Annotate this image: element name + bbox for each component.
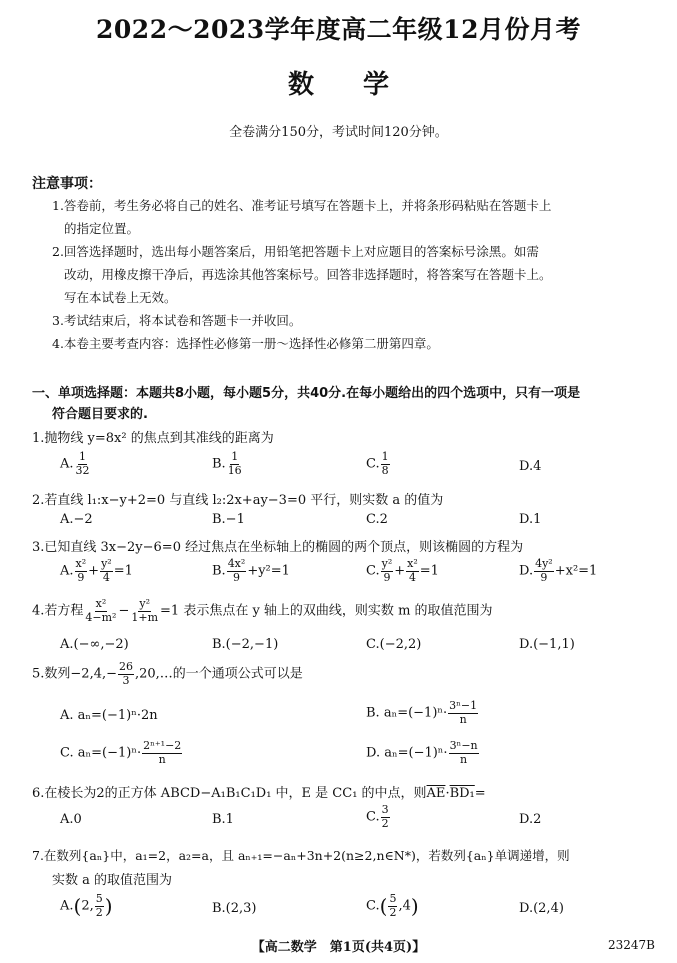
note-line: 改动，用橡皮擦干净后，再选涂其他答案标号。回答非选择题时，将答案写在答题卡上。 <box>64 267 552 282</box>
question-3-stem: 3.已知直线 3x−2y−6=0 经过焦点在坐标轴上的椭圆的两个顶点，则该椭圆的方程为 <box>32 540 524 555</box>
exam-info: 全卷满分150分，考试时间120分钟。 <box>229 125 448 140</box>
q3-option-a: A. $\frac{\text{x²}}{9}$ + $\frac{\text{y²}}{4}$ =1 <box>60 557 133 584</box>
q2-option-c: C.2 <box>366 512 388 527</box>
q6-option-a: A.0 <box>60 812 82 827</box>
question-6-stem: 6.在棱长为2的正方体 ABCD−A₁B₁C₁D₁ 中，E 是 CC₁ 的中点，则$\overline{AE}\cdot BD_1=$ <box>32 786 486 801</box>
q3-option-c: C. $\frac{\text{y²}}{9}$ + $\frac{\text{x²}}{4}$ =1 <box>366 557 439 584</box>
q6-option-d: D.2 <box>519 812 542 827</box>
q7-option-a: A.(2, $\frac{5}{2}$ ) <box>60 892 113 919</box>
question-1-stem: 1.抛物线 y=8x² 的焦点到其准线的距离为 <box>32 431 274 446</box>
notes-heading: 注意事项： <box>32 176 102 192</box>
q4-option-c: C.(−2,2) <box>366 637 422 652</box>
exam-code: 23247B <box>608 938 655 952</box>
q4-option-b: B.(−2,−1) <box>212 637 279 652</box>
vector-ae: $\overline{AE}$ <box>426 786 446 801</box>
q7-option-d: D.(2,4) <box>519 901 564 916</box>
subject-title: 数 学 <box>287 70 390 100</box>
q1-option-a: A. $\frac{1}{32}$ <box>60 450 90 477</box>
q6-option-b: B.1 <box>212 812 234 827</box>
q5-option-a: A. aₙ=(−1)ⁿ·2n <box>60 708 158 723</box>
q2-option-a: A.−2 <box>60 512 93 527</box>
section-heading-cont: 符合题目要求的. <box>52 407 148 422</box>
q5-option-d: D. aₙ=(−1)ⁿ· $\frac{\text{3ⁿ−n}}{n}$ <box>366 739 478 766</box>
page-footer: 【高二数学 第1页(共4页)】 <box>251 940 426 955</box>
q7-option-c: C.( $\frac{5}{2}$ ,4) <box>366 892 419 919</box>
q1-option-d: D.4 <box>519 459 542 474</box>
q3-option-d: D. $\frac{\text{4y²}}{9}$ +x²=1 <box>519 557 598 584</box>
exam-title: 2022～2023学年度高二年级12月份月考 <box>96 15 581 44</box>
note-line: 1.答卷前，考生务必将自己的姓名、准考证号填写在答题卡上，并将条形码粘贴在答题卡上 <box>52 198 552 213</box>
q7-option-b: B.(2,3) <box>212 901 257 916</box>
q6-option-c: C. $\frac{3}{2}$ <box>366 803 389 830</box>
question-2-stem: 2.若直线 l₁:x−y+2=0 与直线 l₂:2x+ay−3=0 平行，则实数 a 的值为 <box>32 493 444 508</box>
note-line: 4.本卷主要考查内容：选择性必修第一册～选择性必修第二册第四章。 <box>52 336 439 351</box>
note-line: 2.回答选择题时，选出每小题答案后，用铅笔把答题卡上对应题目的答案标号涂黑。如需 <box>52 244 539 259</box>
q3-option-b: B. $\frac{\text{4x²}}{9}$ +y²=1 <box>212 557 290 584</box>
q1-option-c: C. $\frac{1}{8}$ <box>366 450 389 477</box>
vector-bd1: BD₁ <box>449 786 475 801</box>
note-line: 的指定位置。 <box>64 221 140 236</box>
q2-option-d: D.1 <box>519 512 542 527</box>
question-7-stem-cont: 实数 a 的取值范围为 <box>52 873 173 888</box>
question-7-stem: 7.在数列{aₙ}中，a₁=2，a₂=a，且 aₙ₊₁=−aₙ+3n+2(n≥2,n∈N*)，若数列{aₙ}单调递增，则 <box>32 848 570 863</box>
q5-option-b: B. aₙ=(−1)ⁿ· $\frac{\text{3ⁿ−1}}{n}$ <box>366 699 478 726</box>
q1-option-b: B. $\frac{1}{16}$ <box>212 450 242 477</box>
question-5-stem: 5.数列−2,4,− $\frac{26}{3}$ ,20,…的一个通项公式可以是 <box>32 660 303 687</box>
q5-option-c: C. aₙ=(−1)ⁿ· $\frac{\text{2ⁿ⁺¹−2}}{n}$ <box>60 739 182 766</box>
question-4-stem: 4.若方程 $\frac{\text{x²}}{\text{4−m²}}$ − $\frac{\text{y²}}{1+m}$ =1 表示焦点在 y 轴上的双曲线，则实数 m 的取值范围为 <box>32 597 493 624</box>
q2-option-b: B.−1 <box>212 512 245 527</box>
q4-option-a: A.(−∞,−2) <box>60 637 129 652</box>
note-line: 3.考试结束后，将本试卷和答题卡一并收回。 <box>52 313 302 328</box>
note-line: 写在本试卷上无效。 <box>64 290 177 305</box>
section-heading: 一、单项选择题：本题共8小题，每小题5分，共40分.在每小题给出的四个选项中，只有一项是 <box>32 386 581 401</box>
q4-option-d: D.(−1,1) <box>519 637 575 652</box>
